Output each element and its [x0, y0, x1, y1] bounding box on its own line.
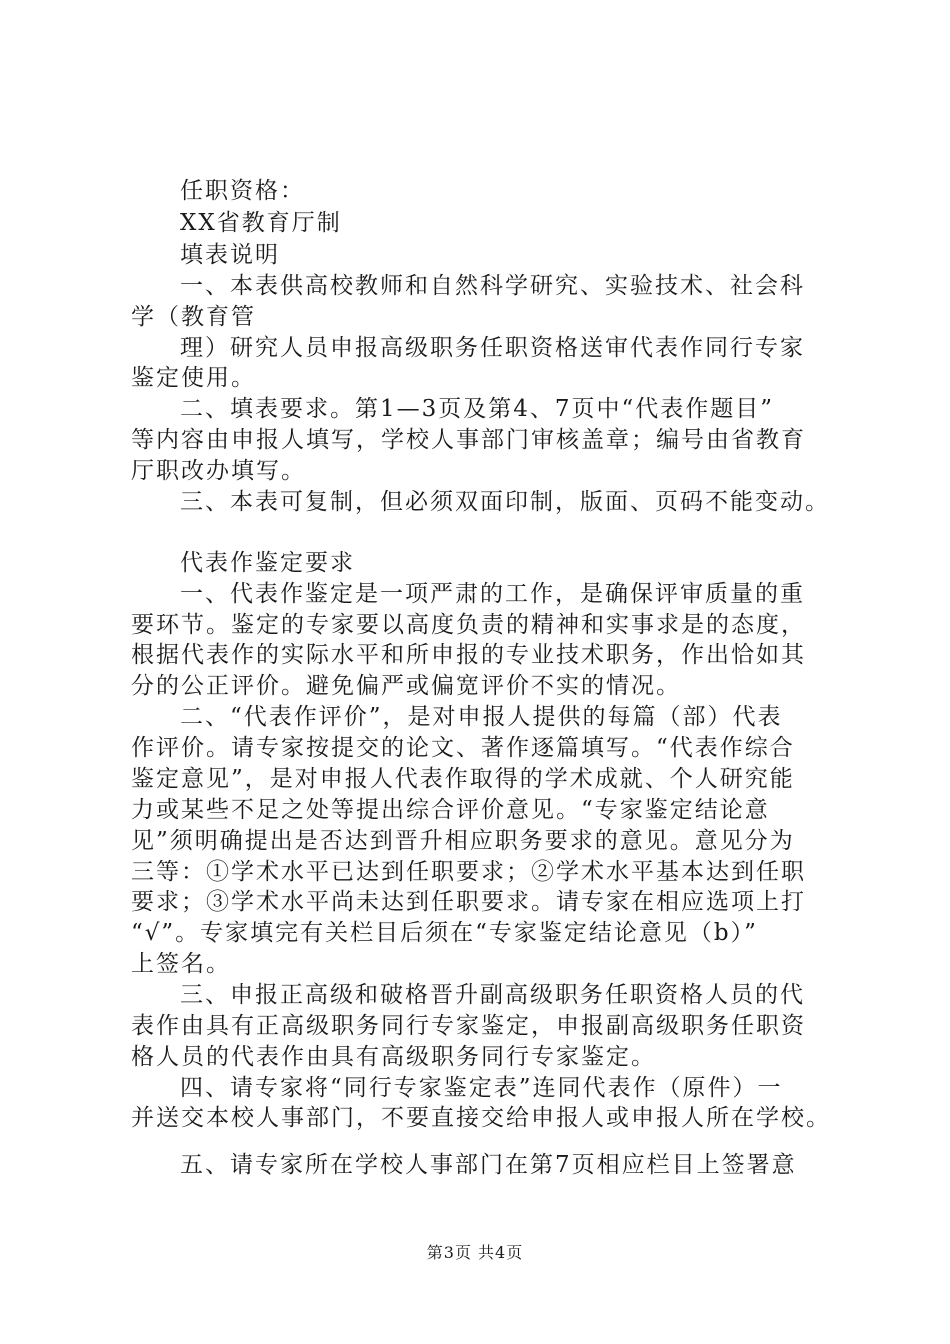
paragraph-line: 一、代表作鉴定是一项严肃的工作，是确保评审质量的重 [180, 581, 805, 607]
section-heading: 代表作鉴定要求 [180, 550, 355, 576]
paragraph-line: 三等：①学术水平已达到任职要求；②学术水平基本达到任职 [131, 859, 806, 885]
paragraph-line: 见”须明确提出是否达到晋升相应职务要求的意见。意见分为 [131, 828, 795, 854]
paragraph-line: 力或某些不足之处等提出综合评价意见。“专家鉴定结论意 [131, 797, 770, 823]
paragraph-line: 四、请专家将“同行专家鉴定表”连同代表作（原件）一 [180, 1075, 783, 1101]
paragraph-line: 三、申报正高级和破格晋升副高级职务任职资格人员的代 [180, 982, 805, 1008]
paragraph-line: 并送交本校人事部门，不要直接交给申报人或申报人所在学校。 [131, 1105, 831, 1131]
paragraph-line: “√”。专家填完有关栏目后须在“专家鉴定结论意见（b）” [131, 920, 758, 946]
paragraph-line: 鉴定使用。 [131, 365, 256, 391]
paragraph-line: 学（教育管 [131, 304, 256, 330]
paragraph-line: 上签名。 [131, 951, 231, 977]
paragraph-line: 二、填表要求。第1—3页及第4、7页中“代表作题目” [180, 396, 775, 422]
intro-line: 任职资格： [180, 178, 305, 204]
paragraph-line: 理）研究人员申报高级职务任职资格送审代表作同行专家 [180, 335, 805, 361]
paragraph-line: 等内容由申报人填写，学校人事部门审核盖章；编号由省教育 [131, 427, 806, 453]
paragraph-line: 分的公正评价。避免偏严或偏宽评价不实的情况。 [131, 673, 681, 699]
paragraph-line: 五、请专家所在学校人事部门在第7页相应栏目上签署意 [180, 1152, 797, 1178]
paragraph-line: 表作由具有正高级职务同行专家鉴定，申报副高级职务任职资 [131, 1013, 806, 1039]
page-footer: 第3页 共4页 [426, 1243, 524, 1262]
paragraph-line: 根据代表作的实际水平和所申报的专业技术职务，作出恰如其 [131, 642, 806, 668]
paragraph-line: 厅职改办填写。 [131, 458, 306, 484]
paragraph-line: 三、本表可复制，但必须双面印制，版面、页码不能变动。 [180, 489, 830, 515]
paragraph-line: 格人员的代表作由具有高级职务同行专家鉴定。 [131, 1044, 656, 1070]
paragraph-line: 要环节。鉴定的专家要以高度负责的精神和实事求是的态度， [131, 612, 806, 638]
section-heading: 填表说明 [180, 242, 280, 268]
paragraph-line: 作评价。请专家按提交的论文、著作逐篇填写。“代表作综合 [131, 735, 795, 761]
intro-line: XX省教育厅制 [180, 210, 342, 236]
paragraph-line: 一、本表供高校教师和自然科学研究、实验技术、社会科 [180, 273, 805, 299]
paragraph-line: 二、“代表作评价”，是对申报人提供的每篇（部）代表 [180, 704, 783, 730]
paragraph-line: 鉴定意见”，是对申报人代表作取得的学术成就、个人研究能 [131, 766, 795, 792]
paragraph-line: 要求；③学术水平尚未达到任职要求。请专家在相应选项上打 [131, 889, 806, 915]
